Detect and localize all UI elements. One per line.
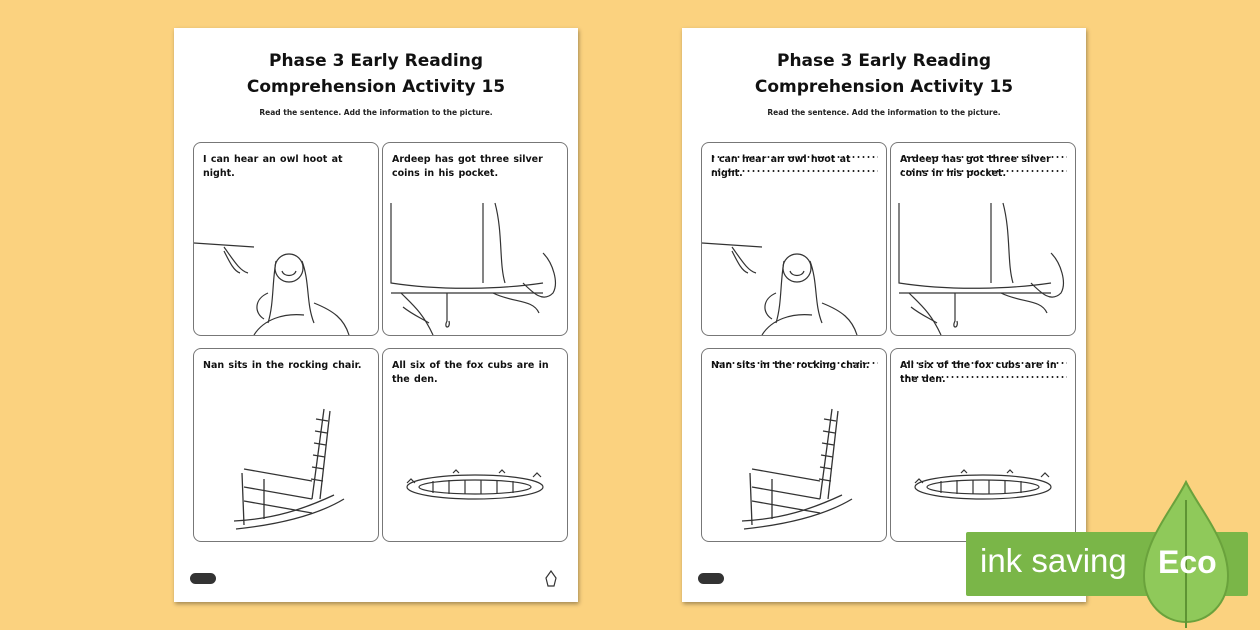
panel-fox-den	[382, 348, 568, 542]
panel-sentence: All six of the fox cubs are in the den.	[900, 359, 1067, 387]
eco-label: Eco	[1158, 544, 1217, 580]
panel-sentence: Ardeep has got three silver coins in his pocket.	[392, 154, 543, 179]
rocking-chair-illustration	[194, 349, 378, 541]
panel-sentence: Ardeep has got three silver coins in his pocket.	[900, 153, 1067, 181]
panel-sentence: All six of the fox cubs are in the den.	[392, 360, 549, 385]
worksheet-title: Phase 3 Early Reading Comprehension Activity 15	[754, 51, 1014, 97]
rocket-icon	[542, 570, 560, 588]
worksheet-page-standard	[174, 28, 578, 602]
publisher-logo	[698, 573, 724, 584]
panel-fox-den	[890, 348, 1076, 542]
panel-sentence: I can hear an owl hoot at night.	[711, 153, 878, 181]
panel-sentence: I can hear an owl hoot at night.	[203, 154, 343, 179]
panel-rocking-chair	[701, 348, 887, 542]
worksheet-instruction: Read the sentence. Add the information to the picture.	[767, 108, 1001, 117]
worksheet-instruction: Read the sentence. Add the information to the picture.	[259, 108, 493, 117]
panel-sentence: Nan sits in the rocking chair.	[203, 360, 362, 371]
panel-sentence: Nan sits in the rocking chair.	[711, 359, 878, 373]
panel-rocking-chair	[193, 348, 379, 542]
worksheet-title: Phase 3 Early Reading Comprehension Activity 15	[246, 51, 506, 97]
panel-owl	[193, 142, 379, 336]
worksheet-page-dotted	[682, 28, 1086, 602]
panel-pocket	[382, 142, 568, 336]
ink-saving-label: ink saving	[980, 542, 1127, 579]
panel-pocket	[890, 142, 1076, 336]
rocking-chair-illustration	[702, 349, 886, 541]
publisher-logo	[190, 573, 216, 584]
panel-owl	[701, 142, 887, 336]
